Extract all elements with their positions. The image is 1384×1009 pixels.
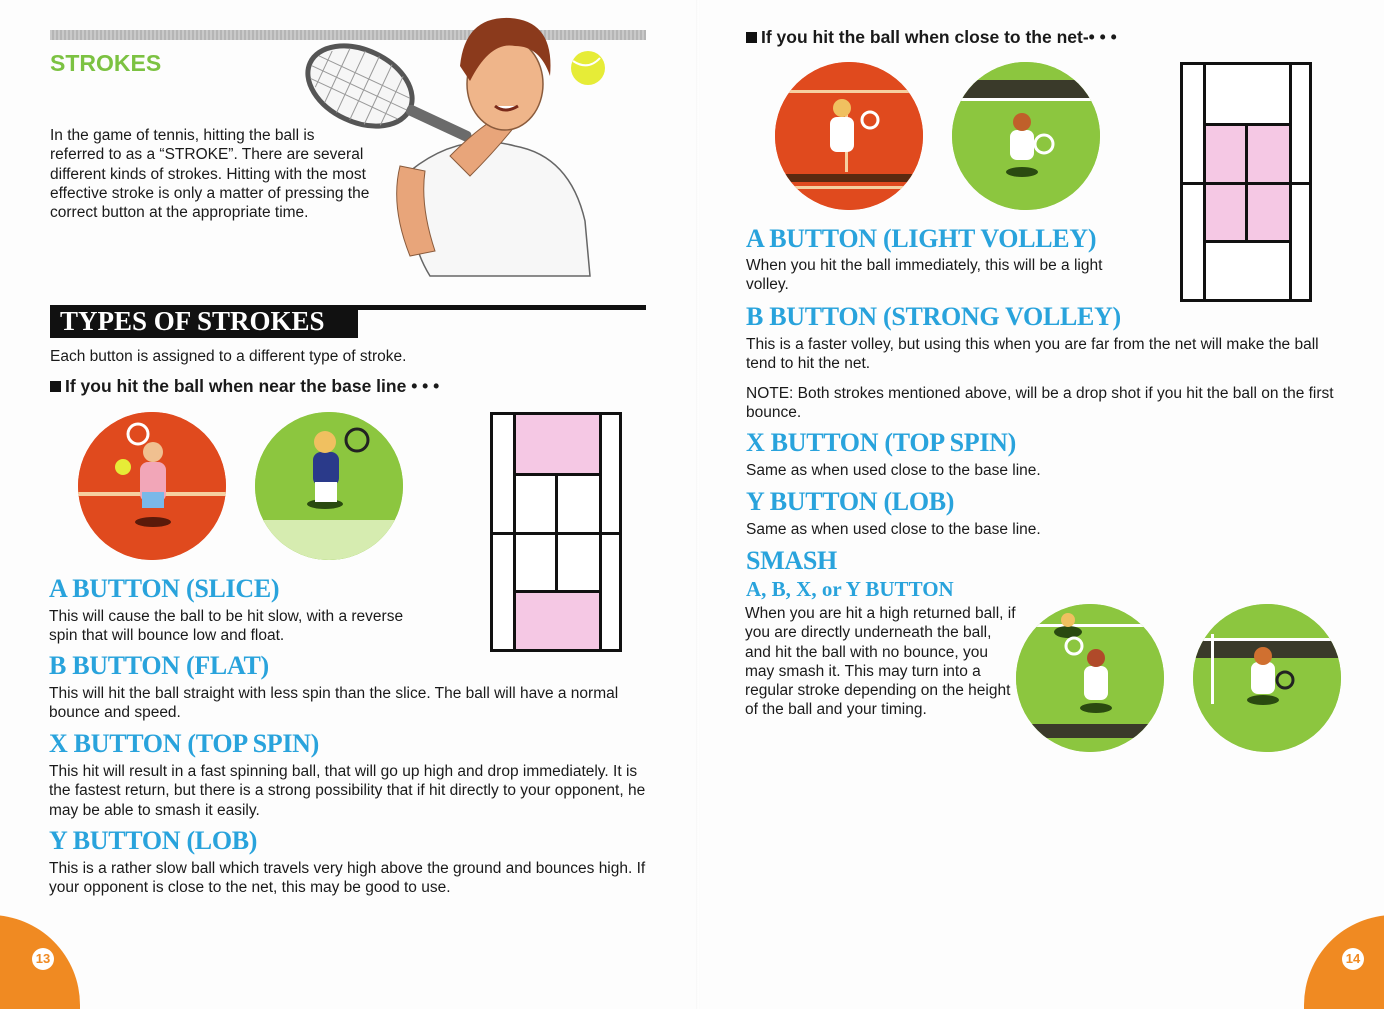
highlight-zone-near (516, 593, 599, 649)
clay-net-player-icon (775, 62, 923, 210)
smash-title: SMASH (746, 546, 837, 575)
strong-volley-screenshot (952, 62, 1100, 210)
page-number-14: 14 (1342, 948, 1364, 970)
b-button-strong-volley-title: B BUTTON (STRONG VOLLEY) (746, 302, 1121, 331)
highlight-zone-c (1206, 185, 1245, 240)
b-button-flat-text: This will hit the ball straight with less spin than the slice. The ball will have a normal bounce and speed. (49, 685, 619, 722)
highlight-zone-a (1206, 126, 1245, 182)
strokes-heading: STROKES (50, 50, 162, 76)
base-line-subheading-text: If you hit the ball when near the base line (65, 376, 407, 396)
y-button-lob-net-title: Y BUTTON (LOB) (746, 487, 955, 516)
flat-screenshot (255, 412, 403, 560)
types-of-strokes-title: TYPES OF STROKES (50, 305, 358, 338)
bullet-square-icon (50, 381, 61, 392)
net-subheading-text: If you hit the ball when close to the net- (761, 27, 1089, 47)
a-button-slice-title: A BUTTON (SLICE) (49, 574, 280, 603)
net-court-diagram (1180, 62, 1312, 302)
base-line-subheading (50, 376, 439, 397)
highlight-zone-b (1248, 126, 1289, 182)
light-volley-screenshot (775, 62, 923, 210)
x-button-topspin-text: This hit will result in a fast spinning ball, that will go up high and drop immediately. It is the fastest return, but there is a strong possibility that if hit directly to your opponent, he may be able to smash it easily. (49, 763, 646, 819)
smash-screenshot-1 (1016, 604, 1164, 752)
section-intro-text: Each button is assigned to a different type of stroke. (50, 348, 407, 365)
a-button-light-volley-text: When you hit the ball immediately, this will be a light volley. (746, 257, 1103, 294)
b-button-flat-title: B BUTTON (FLAT) (49, 651, 269, 680)
x-button-topspin-title: X BUTTON (TOP SPIN) (49, 729, 320, 758)
drop-shot-note: NOTE: Both strokes mentioned above, will be a drop shot if you hit the ball on the first bounce. (746, 385, 1334, 422)
grass-smash-net-icon (1193, 604, 1341, 752)
baseline-court-diagram (490, 412, 622, 652)
a-button-slice-text: This will cause the ball to be hit slow, with a reverse spin that will bounce low and float. (49, 608, 404, 645)
smash-subtitle: A, B, X, or Y BUTTON (746, 577, 954, 601)
grass-court-player-icon (255, 412, 403, 560)
right-page (700, 0, 1384, 1009)
ellipsis-dots: • • • (1088, 27, 1117, 47)
clay-court-player-icon (78, 412, 226, 560)
grass-smash-player-icon (1016, 604, 1164, 752)
bullet-square-icon (746, 32, 757, 43)
x-button-topspin-net-title: X BUTTON (TOP SPIN) (746, 428, 1017, 457)
y-button-lob-text: This is a rather slow ball which travels very high above the ground and bounces high. If your opponent is close to the net, this may be good to use. (49, 860, 646, 897)
net-subheading (746, 27, 1117, 48)
page-number-13: 13 (32, 948, 54, 970)
strokes-intro-text: In the game of tennis, hitting the ball is referred to as a “STROKE”. There are several different kinds of strokes. Hitting with the most effective stroke is only a matter of pressing the correct button at the appropriate time. (50, 127, 370, 222)
y-button-lob-title: Y BUTTON (LOB) (49, 826, 258, 855)
y-button-lob-net-text: Same as when used close to the base line. (746, 521, 1041, 538)
x-button-topspin-net-text: Same as when used close to the base line. (746, 462, 1041, 479)
a-button-light-volley-title: A BUTTON (LIGHT VOLLEY) (746, 224, 1097, 253)
b-button-strong-volley-text: This is a faster volley, but using this when you are far from the net will make the ball tend to hit the net. (746, 336, 1319, 373)
smash-screenshot-2 (1193, 604, 1341, 752)
ellipsis-dots: • • • (411, 376, 440, 396)
highlight-zone-far (516, 415, 599, 473)
smash-text: When you are hit a high returned ball, if you are directly underneath the ball, and hit the ball with no bounce, you may smash it. This may turn into a regular stroke depending on the height of the ball and your timing. (745, 605, 1016, 719)
slice-screenshot (78, 412, 226, 560)
highlight-zone-d (1248, 185, 1289, 240)
grass-net-player-icon (952, 62, 1100, 210)
